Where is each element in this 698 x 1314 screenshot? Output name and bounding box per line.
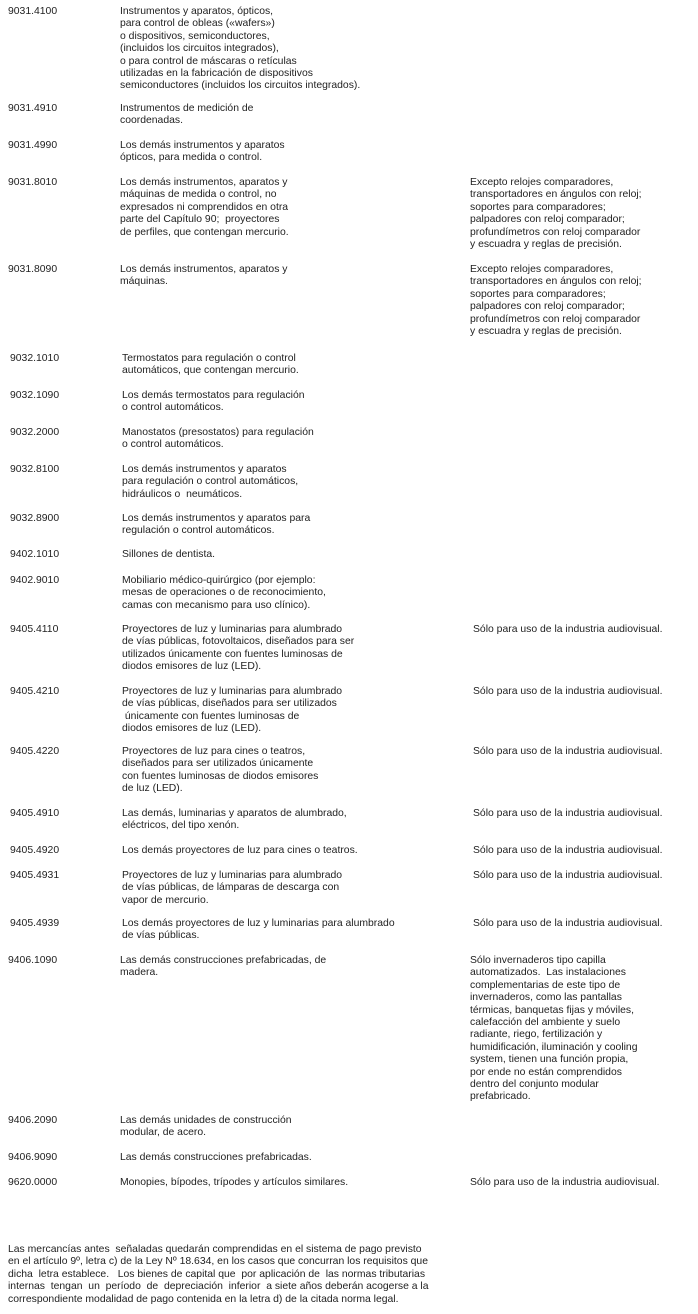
tariff-code: 9031.8010 [8, 177, 58, 188]
description: Las demás construcciones prefabricadas, de madera. [120, 955, 327, 979]
note: Excepto relojes comparadores, transportadores en ángulos con reloj; soportes para comparadores; palpadores con reloj comparador; profundímetros con reloj comparador y escuadra y reglas de precisión. [470, 177, 642, 251]
tariff-code: 9032.1090 [10, 390, 60, 401]
description: Manostatos (presostatos) para regulación o control automáticos. [122, 427, 314, 451]
tariff-code: 9031.4100 [8, 6, 58, 17]
description: Los demás proyectores de luz y luminarias para alumbrado de vías públicas. [122, 918, 395, 942]
tariff-code: 9405.4910 [10, 808, 60, 819]
tariff-code: 9405.4220 [10, 746, 60, 757]
description: Los demás termostatos para regulación o control automáticos. [122, 390, 305, 414]
tariff-code: 9402.9010 [10, 575, 60, 586]
description: Las demás unidades de construcción modular, de acero. [120, 1115, 292, 1139]
tariff-code: 9405.4110 [10, 624, 59, 635]
description: Los demás instrumentos y aparatos ópticos, para medida o control. [120, 140, 285, 164]
description: Los demás instrumentos y aparatos para regulación o control automáticos. [122, 513, 311, 537]
tariff-code: 9031.8090 [8, 264, 58, 275]
description: Sillones de dentista. [122, 549, 215, 560]
note: Sólo para uso de la industria audiovisual. [473, 746, 663, 757]
tariff-code: 9405.4939 [10, 918, 60, 929]
footnote: Las mercancías antes señaladas quedarán comprendidas en el sistema de pago previsto en el artículo 9º, letra c) de la Ley Nº 18.634, en los casos que concurran los requisitos que dicha letra establece. Los bienes de capital que por aplicación de las normas tributarias internas tengan un período de depreciación inferior a siete años deberán acogerse a la correspondiente modalidad de pago contenida en la letra d) de la citada norma legal. [8, 1244, 429, 1305]
description: Los demás instrumentos, aparatos y máquinas de medida o control, no expresados ni comprendidos en otra parte del Capítulo 90; proyectores de perfiles, que contengan mercurio. [120, 177, 289, 238]
tariff-code: 9406.2090 [8, 1115, 58, 1126]
tariff-code: 9406.1090 [8, 955, 58, 966]
note: Sólo para uso de la industria audiovisual. [473, 870, 663, 881]
description: Proyectores de luz y luminarias para alumbrado de vías públicas, fotovoltaicos, diseñados para ser utilizados únicamente con fuentes luminosas de diodos emisores de luz (LED). [122, 624, 355, 673]
tariff-code: 9031.4990 [8, 140, 58, 151]
description: Termostatos para regulación o control automáticos, que contengan mercurio. [122, 353, 299, 377]
description: Instrumentos y aparatos, ópticos, para control de obleas («wafers») o dispositivos, semiconductores, (incluidos los circuitos integrados), o para control de máscaras o retículas utilizadas en la fabricación de dispositivos semiconductores (incluidos los circuitos integrados). [120, 6, 361, 92]
note: Sólo para uso de la industria audiovisual. [473, 624, 663, 635]
tariff-code: 9402.1010 [10, 549, 60, 560]
description: Los demás proyectores de luz para cines o teatros. [122, 845, 358, 856]
tariff-code: 9032.8900 [10, 513, 60, 524]
tariff-code: 9405.4210 [10, 686, 60, 697]
tariff-code: 9032.2000 [10, 427, 60, 438]
tariff-code: 9032.1010 [10, 353, 60, 364]
tariff-code: 9620.0000 [8, 1177, 58, 1188]
description: Los demás instrumentos y aparatos para regulación o control automáticos, hidráulicos o neumáticos. [122, 464, 299, 500]
description: Monopies, bípodes, trípodes y artículos similares. [120, 1177, 349, 1188]
tariff-code: 9031.4910 [8, 103, 58, 114]
note: Sólo para uso de la industria audiovisual. [473, 686, 663, 697]
note: Excepto relojes comparadores, transportadores en ángulos con reloj; soportes para comparadores; palpadores con reloj comparador; profundímetros con reloj comparador y escuadra y reglas de precisión. [470, 264, 642, 338]
description: Las demás, luminarias y aparatos de alumbrado, eléctricos, del tipo xenón. [122, 808, 347, 832]
tariff-code: 9032.8100 [10, 464, 60, 475]
description: Las demás construcciones prefabricadas. [120, 1152, 312, 1163]
note: Sólo invernaderos tipo capilla automatizados. Las instalaciones complementarias de este tipo de invernaderos, como las pantallas térmicas, banquetas fijas y móviles, calefacción del ambiente y suelo radiante, riego, fertilización y humidificación, iluminación y cooling system, tienen una función propia, por ende no están comprendidos dentro del conjunto modular prefabricado. [470, 955, 638, 1103]
description: Mobiliario médico-quirúrgico (por ejemplo: mesas de operaciones o de reconocimiento, camas con mecanismo para uso clínico). [122, 575, 326, 611]
description: Proyectores de luz para cines o teatros, diseñados para ser utilizados únicamente con fuentes luminosas de diodos emisores de luz (LED). [122, 746, 319, 795]
description: Los demás instrumentos, aparatos y máquinas. [120, 264, 288, 288]
description: Instrumentos de medición de coordenadas. [120, 103, 254, 127]
note: Sólo para uso de la industria audiovisual. [470, 1177, 660, 1188]
tariff-code: 9406.9090 [8, 1152, 58, 1163]
note: Sólo para uso de la industria audiovisual. [473, 845, 663, 856]
note: Sólo para uso de la industria audiovisual. [473, 918, 663, 929]
note: Sólo para uso de la industria audiovisual. [473, 808, 663, 819]
tariff-code: 9405.4920 [10, 845, 60, 856]
description: Proyectores de luz y luminarias para alumbrado de vías públicas, diseñados para ser utilizados únicamente con fuentes luminosas de diodos emisores de luz (LED). [122, 686, 343, 735]
description: Proyectores de luz y luminarias para alumbrado de vías públicas, de lámparas de descarga con vapor de mercurio. [122, 870, 343, 906]
tariff-code: 9405.4931 [10, 870, 60, 881]
